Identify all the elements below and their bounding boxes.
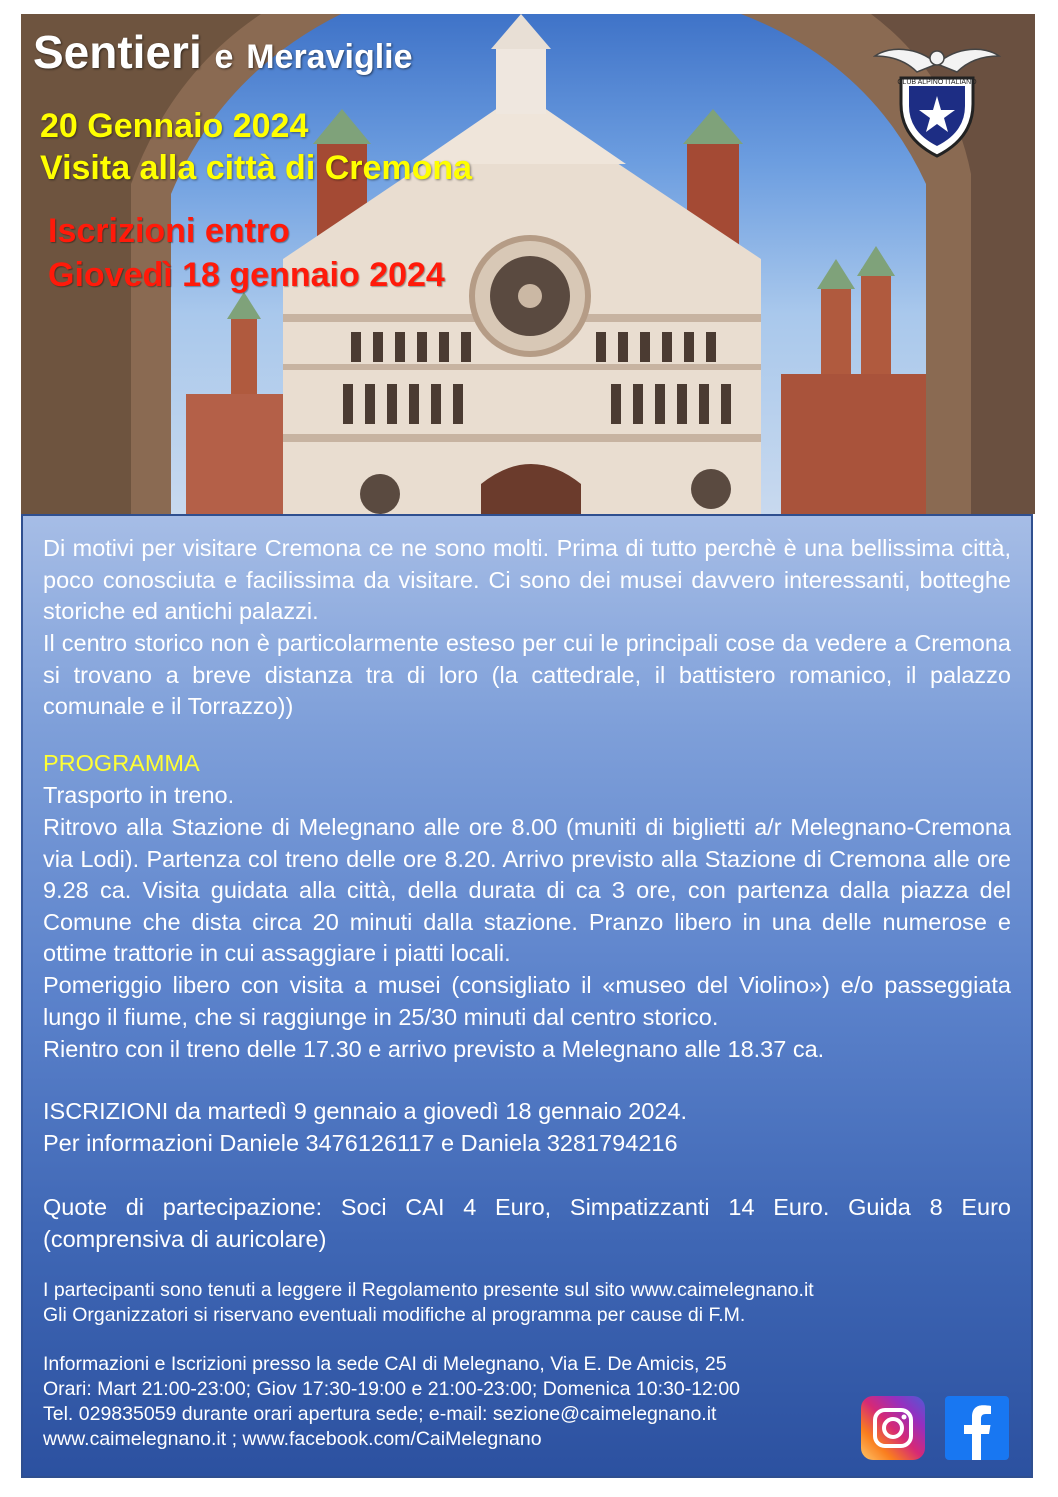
iscrizioni-dates: ISCRIZIONI da martedì 9 gennaio a giovedì 18 gennaio 2024. <box>43 1098 688 1124</box>
event-date: 20 Gennaio 2024 <box>40 107 309 145</box>
instagram-icon[interactable] <box>861 1396 925 1460</box>
intro-paragraph-2: Il centro storico non è particolarmente esteso per cui le principali cose da vedere a Cremona si trovano a breve distanza tra di loro (la cattedrale, il battistero romanico, il palazzo comunale e il Torrazzo)) <box>43 630 1011 719</box>
deadline-line-2: Giovedì 18 gennaio 2024 <box>48 256 445 294</box>
facebook-icon[interactable] <box>945 1396 1009 1460</box>
intro-paragraph-1: Di motivi per visitare Cremona ce ne sono molti. Prima di tutto perchè è una bellissima città, poco conosciuta e facilissima da visitare. Ci sono dei musei davvero interessanti, botteghe storiche ed antichi palazzi. <box>43 535 1011 624</box>
deadline-line-1: Iscrizioni entro <box>48 212 290 250</box>
contact-sede: Informazioni e Iscrizioni presso la sede CAI di Melegnano, Via E. De Amicis, 25 <box>43 1353 727 1375</box>
title-part-2: Meraviglie <box>246 38 413 76</box>
programma-transport: Trasporto in treno. <box>43 782 235 808</box>
programma-heading: PROGRAMMA <box>43 750 200 776</box>
programma-schedule: Ritrovo alla Stazione di Melegnano alle ore 8.00 (muniti di biglietti a/r Melegnano-Cremona via Lodi). Partenza col treno delle ore 8.20. Arrivo previsto alla Stazione di Cremona alle ore 9.28 ca. Visita guidata alla città, della durata di ca 3 ore, con partenza dalla piazza del Comune che dista circa 20 minuti dalla stazione. Pranzo libero in una delle numerose e ottime trattorie in cui assaggiare i piatti locali. <box>43 814 1011 966</box>
event-series-title <box>33 26 413 83</box>
hero-photo <box>21 14 1035 514</box>
contact-orari: Orari: Mart 21:00-23:00; Giov 17:30-19:00 e 21:00-23:00; Domenica 10:30-12:00 <box>43 1378 741 1400</box>
note-modifiche: Gli Organizzatori si riservano eventuali modifiche al programma per cause di F.M. <box>43 1304 746 1326</box>
quote-partecipazione: Quote di partecipazione: Soci CAI 4 Euro, Simpatizzanti 14 Euro. Guida 8 Euro (comprensiva di auricolare) <box>43 1194 1011 1252</box>
note-regolamento: I partecipanti sono tenuti a leggere il Regolamento presente sul sito www.caimelegnano.it <box>43 1279 814 1301</box>
iscrizioni-contacts: Per informazioni Daniele 3476126117 e Daniela 3281794216 <box>43 1130 678 1156</box>
cai-logo-icon <box>873 34 1001 162</box>
title-part-1: Sentieri <box>33 26 202 78</box>
title-connector: e <box>214 38 234 76</box>
programma-return: Rientro con il treno delle 17.30 e arrivo previsto a Melegnano alle 18.37 ca. <box>43 1036 825 1062</box>
info-panel <box>21 514 1033 1478</box>
contact-tel-email: Tel. 029835059 durante orari apertura sede; e-mail: sezione@caimelegnano.it <box>43 1403 717 1425</box>
programma-afternoon: Pomeriggio libero con visita a musei (consigliato il «museo del Violino») e/o passeggiata lungo il fiume, che si raggiunge in 25/30 minuti dal centro storico. <box>43 972 1011 1030</box>
contact-websites: www.caimelegnano.it ; www.facebook.com/CaiMelegnano <box>43 1428 542 1450</box>
event-subtitle: Visita alla città di Cremona <box>40 149 473 187</box>
logo-text: CLUB ALPINO ITALIANO <box>897 79 977 86</box>
